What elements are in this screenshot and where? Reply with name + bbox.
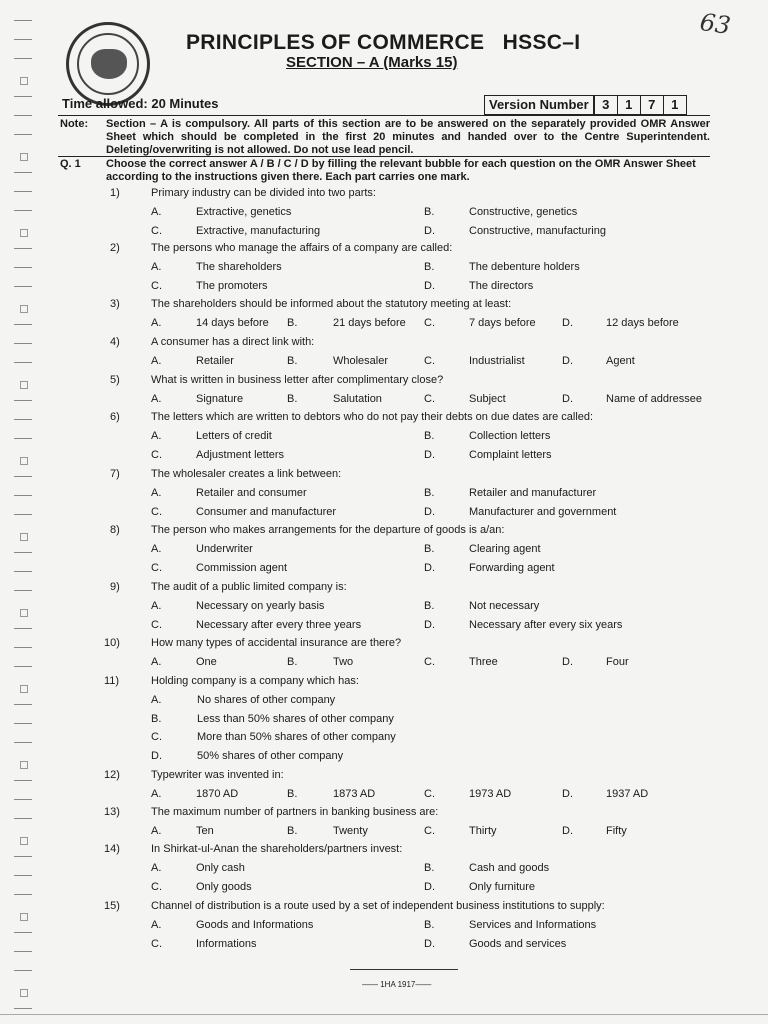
option-key: A. (151, 261, 162, 273)
strip-mark (20, 913, 28, 921)
strip-mark (14, 647, 32, 648)
option-text: Retailer (196, 355, 234, 367)
option-text: Not necessary (469, 600, 540, 612)
version-number-box (484, 95, 687, 115)
option-text: Constructive, genetics (469, 206, 578, 218)
option-key: C. (151, 505, 162, 518)
option-key: C. (151, 561, 162, 574)
question-number: 7) (110, 468, 120, 480)
question-text: Channel of distribution is a route used by a set of independent business institutions to supply: (151, 900, 605, 912)
question-text: Typewriter was invented in: (151, 769, 284, 781)
section-subtitle: SECTION – A (Marks 15) (286, 54, 458, 71)
question-text: A consumer has a direct link with: (151, 336, 315, 348)
option-text: Industrialist (469, 355, 525, 367)
question-number: 2) (110, 242, 120, 254)
option-key: C. (151, 937, 162, 950)
board-seal-logo (66, 22, 150, 106)
option-text: Informations (196, 937, 257, 950)
option-text: Collection letters (469, 430, 551, 442)
option-key: D. (562, 656, 573, 668)
option-key: C. (424, 788, 435, 800)
option-text: 7 days before (469, 317, 536, 329)
option-key: D. (562, 788, 573, 800)
option-key: B. (287, 656, 298, 668)
option-key: B. (151, 712, 162, 725)
option-text: Cash and goods (469, 862, 550, 874)
strip-mark (14, 1008, 32, 1009)
option-key: C. (151, 279, 162, 292)
option-key: D. (562, 393, 573, 405)
strip-mark (14, 571, 32, 572)
question-text: The wholesaler creates a link between: (151, 468, 342, 480)
option-key: C. (151, 618, 162, 631)
version-digit: 3 (595, 96, 618, 114)
strip-mark (14, 742, 32, 743)
page-bottom-edge (0, 1014, 768, 1015)
option-text: Necessary on yearly basis (196, 600, 325, 612)
option-key: B. (424, 600, 435, 612)
option-key: C. (151, 224, 162, 237)
option-text: Only cash (196, 862, 245, 874)
option-text: Clearing agent (469, 543, 541, 555)
strip-mark (14, 286, 32, 287)
question-number: 11) (104, 675, 120, 687)
strip-mark (14, 799, 32, 800)
question-text: The maximum number of partners in banking business are: (151, 806, 439, 818)
footer-code: —— 1HA 1917—— (362, 980, 432, 989)
option-key: D. (424, 937, 435, 950)
option-key: A. (151, 393, 162, 405)
strip-mark (14, 856, 32, 857)
option-key: D. (424, 224, 435, 237)
strip-mark (14, 666, 32, 667)
option-text: Extractive, manufacturing (196, 224, 321, 237)
option-key: D. (424, 448, 435, 461)
strip-mark (14, 400, 32, 401)
strip-mark (14, 96, 32, 97)
option-text: Goods and services (469, 937, 567, 950)
option-key: A. (151, 317, 162, 329)
strip-mark (14, 723, 32, 724)
question-text: The persons who manage the affairs of a company are called: (151, 242, 453, 254)
strip-mark (14, 210, 32, 211)
question-text: The person who makes arrangements for the departure of goods is a/an: (151, 524, 505, 536)
option-text: Four (606, 656, 629, 668)
strip-mark (14, 20, 32, 21)
version-digit: 1 (618, 96, 641, 114)
option-key: D. (424, 279, 435, 292)
option-text: 14 days before (196, 317, 269, 329)
option-key: B. (424, 919, 435, 931)
option-text: Three (469, 656, 498, 668)
question-1-instructions: Choose the correct answer A / B / C / D by filling the relevant bubble for each question on the OMR Answer Sheet according to the instructions given there. Each part carries one mark. (106, 158, 696, 183)
divider (58, 115, 710, 116)
option-key: C. (424, 393, 435, 405)
option-key: B. (424, 487, 435, 499)
strip-mark (14, 932, 32, 933)
question-number: 5) (110, 374, 120, 386)
question-text: How many types of accidental insurance are there? (151, 637, 402, 649)
option-text: No shares of other company (197, 694, 336, 706)
strip-mark (20, 229, 28, 237)
strip-mark (14, 476, 32, 477)
strip-mark (14, 172, 32, 173)
option-text: The promoters (196, 279, 268, 292)
option-text: Retailer and consumer (196, 487, 307, 499)
question-number: 14) (104, 843, 120, 855)
strip-mark (14, 438, 32, 439)
strip-mark (14, 58, 32, 59)
question-text: The shareholders should be informed about the statutory meeting at least: (151, 298, 512, 310)
question-number: 12) (104, 769, 120, 781)
option-key: D. (424, 880, 435, 893)
option-key: C. (151, 731, 162, 744)
divider (58, 156, 710, 157)
option-key: C. (424, 825, 435, 837)
question-number: 6) (110, 411, 120, 423)
option-text: 50% shares of other company (197, 750, 344, 763)
option-key: C. (424, 317, 435, 329)
note-label: Note: (60, 118, 89, 130)
option-key: A. (151, 600, 162, 612)
option-text: Thirty (469, 825, 497, 837)
option-text: 1973 AD (469, 788, 512, 800)
option-text: Signature (196, 393, 244, 405)
option-text: Goods and Informations (196, 919, 314, 931)
option-text: Less than 50% shares of other company (197, 712, 394, 725)
option-text: Name of addressee (606, 393, 702, 405)
page-edge-strip (0, 0, 40, 1024)
strip-mark (20, 153, 28, 161)
option-key: A. (151, 430, 162, 442)
option-key: A. (151, 862, 162, 874)
version-digit: 1 (671, 97, 679, 112)
strip-mark (14, 894, 32, 895)
option-key: B. (424, 261, 435, 273)
question-number: 3) (110, 298, 120, 310)
version-label: Version Number (485, 96, 595, 114)
option-key: B. (287, 317, 298, 329)
option-key: B. (287, 355, 298, 367)
option-key: C. (151, 880, 162, 893)
option-text: The directors (469, 279, 534, 292)
option-text: 1873 AD (333, 788, 376, 800)
option-text: Commission agent (196, 561, 288, 574)
option-key: D. (562, 355, 573, 367)
strip-mark (20, 609, 28, 617)
strip-mark (14, 267, 32, 268)
strip-mark (14, 248, 32, 249)
option-text: Complaint letters (469, 448, 552, 461)
strip-mark (20, 989, 28, 997)
option-key: A. (151, 656, 162, 668)
question-text: Holding company is a company which has: (151, 675, 359, 687)
option-key: B. (287, 393, 298, 405)
handwritten-mark: 63 (698, 8, 733, 40)
option-text: The shareholders (196, 261, 282, 273)
question-number: 8) (110, 524, 120, 536)
option-key: D. (562, 825, 573, 837)
strip-mark (14, 115, 32, 116)
option-text: Subject (469, 393, 506, 405)
option-key: A. (151, 919, 162, 931)
option-key: D. (562, 317, 573, 329)
note-text: Section – A is compulsory. All parts of this section are to be answered on the separately provided OMR Answer Sheet which should be completed in the first 20 minutes and handed over to the Centre Superintendent. Deleting/overwriting is not allowed. Do not use lead pencil. (106, 118, 710, 156)
option-text: Only goods (196, 880, 252, 893)
option-text: Consumer and manufacturer (196, 505, 337, 518)
strip-mark (14, 780, 32, 781)
question-text: The letters which are written to debtors who do not pay their debts on due dates are called: (151, 411, 594, 423)
strip-mark (14, 875, 32, 876)
strip-mark (20, 77, 28, 85)
option-text: Agent (606, 355, 635, 367)
option-text: Ten (196, 825, 214, 837)
option-key: A. (151, 788, 162, 800)
option-text: The debenture holders (469, 261, 580, 273)
option-key: A. (151, 543, 162, 555)
strip-mark (14, 419, 32, 420)
option-key: A. (151, 825, 162, 837)
version-digit: 7 (641, 96, 664, 114)
strip-mark (14, 704, 32, 705)
strip-mark (14, 191, 32, 192)
option-key: C. (424, 355, 435, 367)
strip-mark (20, 457, 28, 465)
option-key: A. (151, 355, 162, 367)
option-key: A. (151, 206, 162, 218)
option-text: Wholesaler (333, 355, 389, 367)
option-key: A. (151, 694, 162, 706)
strip-mark (14, 362, 32, 363)
question-text: The audit of a public limited company is: (151, 581, 347, 593)
strip-mark (20, 761, 28, 769)
option-key: B. (287, 825, 298, 837)
option-text: Constructive, manufacturing (469, 224, 606, 237)
strip-mark (14, 343, 32, 344)
question-number: 4) (110, 336, 120, 348)
paper-title: PRINCIPLES OF COMMERCE HSSC–I (186, 31, 581, 54)
strip-mark (20, 305, 28, 313)
strip-mark (14, 39, 32, 40)
strip-mark (20, 381, 28, 389)
option-text: Only furniture (469, 880, 536, 893)
time-allowed: Time allowed: 20 Minutes (62, 96, 219, 111)
strip-mark (14, 514, 32, 515)
strip-mark (14, 970, 32, 971)
option-key: D. (151, 750, 162, 763)
option-key: B. (287, 788, 298, 800)
option-text: Necessary after every six years (469, 618, 623, 631)
option-text: Two (333, 656, 354, 668)
question-text: In Shirkat-ul-Anan the shareholders/partners invest: (151, 843, 403, 855)
option-text: Retailer and manufacturer (469, 487, 597, 499)
question-number: 9) (110, 581, 120, 593)
option-key: D. (424, 618, 435, 631)
question-number: 15) (104, 900, 120, 912)
strip-mark (20, 685, 28, 693)
option-key: C. (424, 656, 435, 668)
option-key: D. (424, 505, 435, 518)
option-text: One (196, 656, 217, 668)
strip-mark (14, 495, 32, 496)
option-key: A. (151, 487, 162, 499)
question-number: 10) (104, 637, 120, 649)
option-text: Necessary after every three years (196, 618, 362, 631)
strip-mark (14, 628, 32, 629)
strip-mark (14, 324, 32, 325)
strip-mark (14, 552, 32, 553)
option-text: Forwarding agent (469, 561, 555, 574)
question-text: Primary industry can be divided into two parts: (151, 187, 376, 199)
strip-mark (14, 134, 32, 135)
strip-mark (20, 533, 28, 541)
option-text: Adjustment letters (196, 448, 285, 461)
option-text: Extractive, genetics (196, 206, 292, 218)
option-text: Salutation (333, 393, 382, 405)
option-text: Underwriter (196, 543, 253, 555)
option-key: B. (424, 543, 435, 555)
question-number: 13) (104, 806, 120, 818)
strip-mark (14, 818, 32, 819)
option-key: C. (151, 448, 162, 461)
option-text: Services and Informations (469, 919, 597, 931)
option-text: 21 days before (333, 317, 406, 329)
strip-mark (14, 590, 32, 591)
option-text: Letters of credit (196, 430, 272, 442)
option-key: D. (424, 561, 435, 574)
question-text: What is written in business letter after complimentary close? (151, 374, 444, 386)
option-key: B. (424, 206, 435, 218)
strip-mark (14, 951, 32, 952)
option-key: B. (424, 862, 435, 874)
option-text: More than 50% shares of other company (197, 731, 396, 744)
option-key: B. (424, 430, 435, 442)
question-1-label: Q. 1 (60, 158, 81, 170)
strip-mark (20, 837, 28, 845)
option-text: 1937 AD (606, 788, 649, 800)
option-text: Twenty (333, 825, 368, 837)
option-text: Manufacturer and government (469, 505, 617, 518)
footer-rule (350, 969, 458, 970)
option-text: 1870 AD (196, 788, 239, 800)
seal-emblem-icon (91, 49, 127, 79)
option-text: Fifty (606, 825, 627, 837)
question-number: 1) (110, 187, 120, 199)
option-text: 12 days before (606, 317, 679, 329)
